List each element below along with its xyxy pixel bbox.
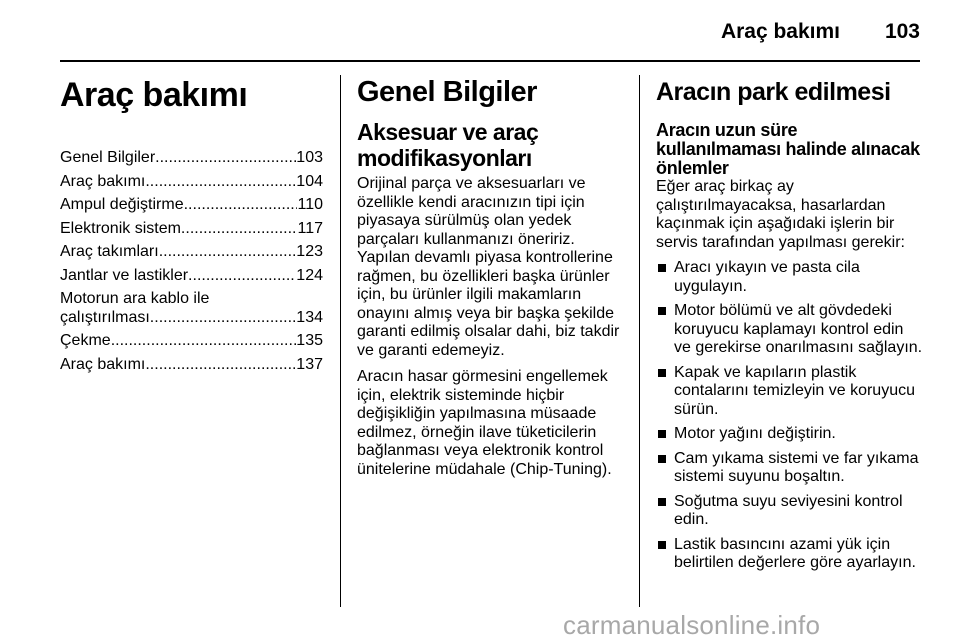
header-title: Araç bakımı (720, 20, 840, 43)
column-toc (60, 75, 323, 379)
toc-entry-title: Elektronik sistem (60, 219, 181, 237)
bullet-icon (658, 430, 666, 438)
toc-entry[interactable] (60, 149, 323, 168)
list-item-text: Aracı yıkayın ve pasta cila uygulayın. (674, 259, 860, 295)
toc-entry-page: 123 (296, 243, 323, 260)
list-item-text: Kapak ve kapıların plastik contalarını temizleyin ve koruyucu sürün. (674, 363, 915, 418)
section-title: Genel Bilgiler (357, 76, 537, 108)
bullet-icon (658, 455, 666, 463)
toc-leader-dots (184, 196, 298, 215)
list-item (656, 450, 924, 487)
bullet-list (656, 259, 924, 573)
toc-entry-title: Çekme (60, 332, 111, 349)
toc-entry-title: Ampul değiştirme (60, 196, 184, 213)
column-parking (656, 75, 924, 579)
toc-entry-page: 124 (296, 266, 323, 284)
page-number: 103 (884, 20, 920, 43)
toc-leader-dots (181, 220, 298, 239)
list-item (656, 259, 924, 296)
column-divider (340, 75, 341, 607)
toc-leader-dots (145, 356, 296, 375)
paragraph: Orijinal parça ve aksesuarları ve özellikle kendi aracınızın tipi için piyasaya sürülmüş olan yedek parçaları kullanmanızı öneririz. Yapılan devamlı piyasa kontrollerine rağmen, bu özellikleri başka ürünler için, bu ürünler ilgili makamların onayını almış veya bir başka şekilde garanti edilmiş olsalar dahi, biz takdir ve garanti edemeyiz. (357, 175, 620, 359)
toc-entry-title: Araç bakımı (60, 172, 146, 190)
toc-entry[interactable] (60, 243, 323, 262)
toc-entry[interactable] (60, 356, 323, 375)
list-item (656, 425, 924, 444)
list-item (656, 493, 924, 530)
page-header (60, 18, 920, 48)
chapter-title: Araç bakımı (60, 76, 248, 114)
list-item-text: Lastik basıncını azami yük için belirtilen değerlere göre ayarlayın. (674, 535, 916, 571)
watermark: carmanualsonline.info (563, 610, 821, 640)
toc-leader-dots (188, 267, 296, 286)
toc-entry-page: 104 (296, 172, 323, 190)
list-item-text: Motor bölümü ve alt gövdedeki koruyucu kaplamayı kontrol edin ve gerekirse onarılmasını sağlayın. (674, 302, 923, 356)
paragraph: Eğer araç birkaç ay çalıştırılmayacaksa, hasarlardan kaçınmak için aşağıdaki işlerin bir servis tarafından yapılması gerekir: (656, 178, 905, 251)
table-of-contents (60, 149, 323, 374)
bullet-icon (658, 498, 666, 506)
toc-entry-page: 103 (296, 149, 323, 166)
column-general-info (357, 75, 625, 479)
toc-entry-title: çalıştırılması (60, 308, 150, 326)
toc-entry[interactable] (60, 220, 323, 239)
bullet-icon (658, 369, 666, 377)
toc-entry[interactable] (60, 332, 323, 351)
column-divider (639, 75, 640, 607)
toc-entry-page: 135 (296, 332, 323, 349)
toc-entry-page: 137 (296, 355, 323, 373)
toc-leader-dots (145, 173, 296, 192)
bullet-icon (658, 264, 666, 272)
bullet-icon (658, 541, 666, 549)
header-divider (60, 60, 920, 62)
toc-entry-page: 117 (297, 219, 323, 237)
section-title: Aracın park edilmesi (656, 78, 891, 106)
list-item (656, 536, 924, 573)
toc-entry[interactable] (60, 290, 323, 327)
list-item-text: Soğutma suyu seviyesini kontrol edin. (674, 492, 903, 528)
toc-entry[interactable] (60, 267, 323, 286)
list-item-text: Cam yıkama sistemi ve far yıkama sistemi suyunu boşaltın. (674, 449, 919, 485)
toc-entry-title: Jantlar ve lastikler (60, 266, 189, 284)
toc-leader-dots (111, 332, 297, 351)
bullet-icon (658, 307, 666, 315)
subsection-heading: Aracın uzun süre kullanılmaması halinde alınacak önlemler (656, 120, 920, 178)
toc-leader-dots (159, 243, 297, 262)
toc-entry-page: 110 (297, 196, 323, 213)
subsection-heading: Aksesuar ve araç modifikasyonları (357, 119, 539, 171)
toc-leader-dots (155, 149, 296, 168)
toc-entry-page: 134 (296, 308, 323, 326)
toc-entry-title: Genel Bilgiler (60, 149, 156, 166)
list-item (656, 302, 924, 358)
toc-entry-title: Araç bakımı (60, 355, 146, 373)
list-item-text: Motor yağını değiştirin. (674, 425, 836, 442)
toc-entry-title-line1: Motorun ara kablo ile (60, 290, 210, 307)
toc-entry[interactable] (60, 173, 323, 192)
toc-entry[interactable] (60, 196, 323, 215)
toc-entry-title: Araç takımları (60, 243, 159, 260)
list-item (656, 364, 924, 420)
toc-leader-dots (150, 309, 297, 328)
paragraph: Aracın hasar görmesini engellemek için, elektrik sisteminde hiçbir değişikliğin yapılmasına müsaade edilmez, örneğin ilave tüketicilerin bağlanması veya elektronik kontrol ünitelerine müdahale (Chip-Tuning). (357, 368, 612, 478)
